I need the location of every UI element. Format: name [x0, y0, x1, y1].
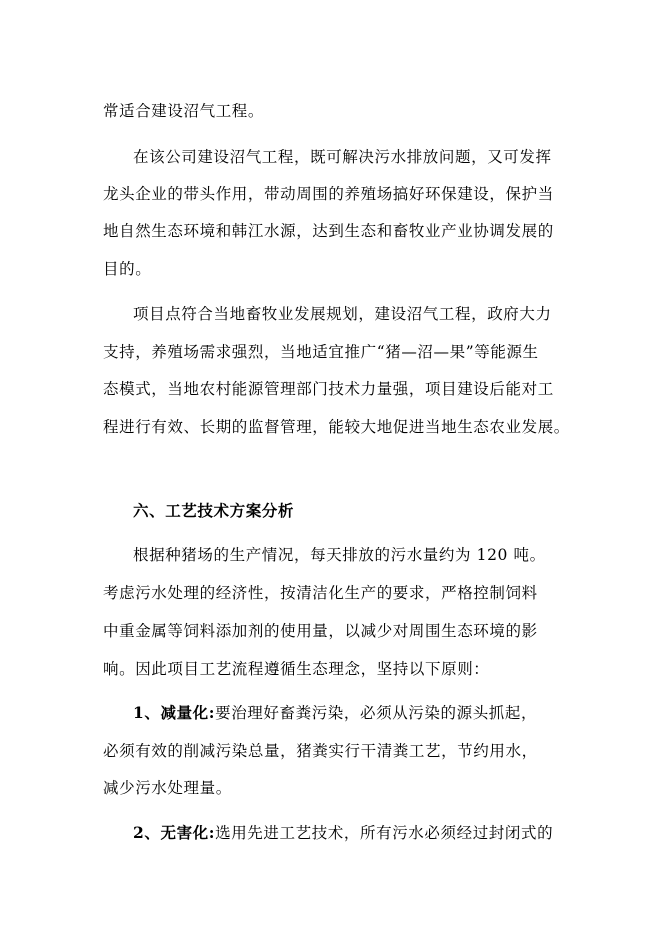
section-intro-line-4: 响。因此项目工艺流程遵循生态理念，坚持以下原则：: [103, 660, 490, 678]
principle-1-text: 要治理好畜粪污染，必须从污染的源头抓起，: [215, 704, 538, 722]
paragraph-3-line-2: 支持，养殖场需求强烈，当地适宜推广“猪—沼—果”等能源生: [103, 343, 539, 361]
paragraph-3-line-4: 程进行有效、长期的监督管理，能较大地促进当地生态农业发展。: [103, 418, 570, 436]
paragraph-3-line-3: 态模式，当地农村能源管理部门技术力量强，项目建设后能对工: [103, 380, 554, 398]
principle-1-line-1: [133, 703, 537, 723]
principle-1-line-2: 必须有效的削减污染总量，猪粪实行干清粪工艺，节约用水，: [103, 742, 538, 760]
paragraph-2-line-3: 地自然生态环境和韩江水源，达到生态和畜牧业产业协调发展的: [103, 222, 554, 240]
paragraph-3-line-1: 项目点符合当地畜牧业发展规划，建设沼气工程，政府大力: [133, 305, 552, 323]
principle-2-label: 2、无害化:: [133, 823, 216, 842]
principle-2-text: 选用先进工艺技术，所有污水必须经过封闭式的: [215, 824, 554, 842]
paragraph-2-line-2: 龙头企业的带头作用，带动周围的养殖场搞好环保建设，保护当: [103, 185, 554, 203]
section-intro-line-2: 考虑污水处理的经济性，按清洁化生产的要求，严格控制饲料: [103, 584, 538, 602]
principle-1-label: 1、减量化:: [133, 703, 216, 722]
section-intro-line-3: 中重金属等饲料添加剂的使用量，以减少对周围生态环境的影: [103, 622, 538, 640]
paragraph-continuation-line: 常适合建设沼气工程。: [103, 102, 265, 120]
principle-1-line-3: 减少污水处理量。: [103, 779, 232, 797]
paragraph-2-line-1: 在该公司建设沼气工程，既可解决污水排放问题，又可发挥: [133, 148, 552, 166]
paragraph-2-line-4: 目的。: [103, 260, 152, 278]
section-intro-line-1: 根据种猪场的生产情况，每天排放的污水量约为 120 吨。: [133, 546, 546, 564]
section-heading: 六、工艺技术方案分析: [133, 501, 295, 520]
principle-2-line-1: [133, 823, 553, 843]
